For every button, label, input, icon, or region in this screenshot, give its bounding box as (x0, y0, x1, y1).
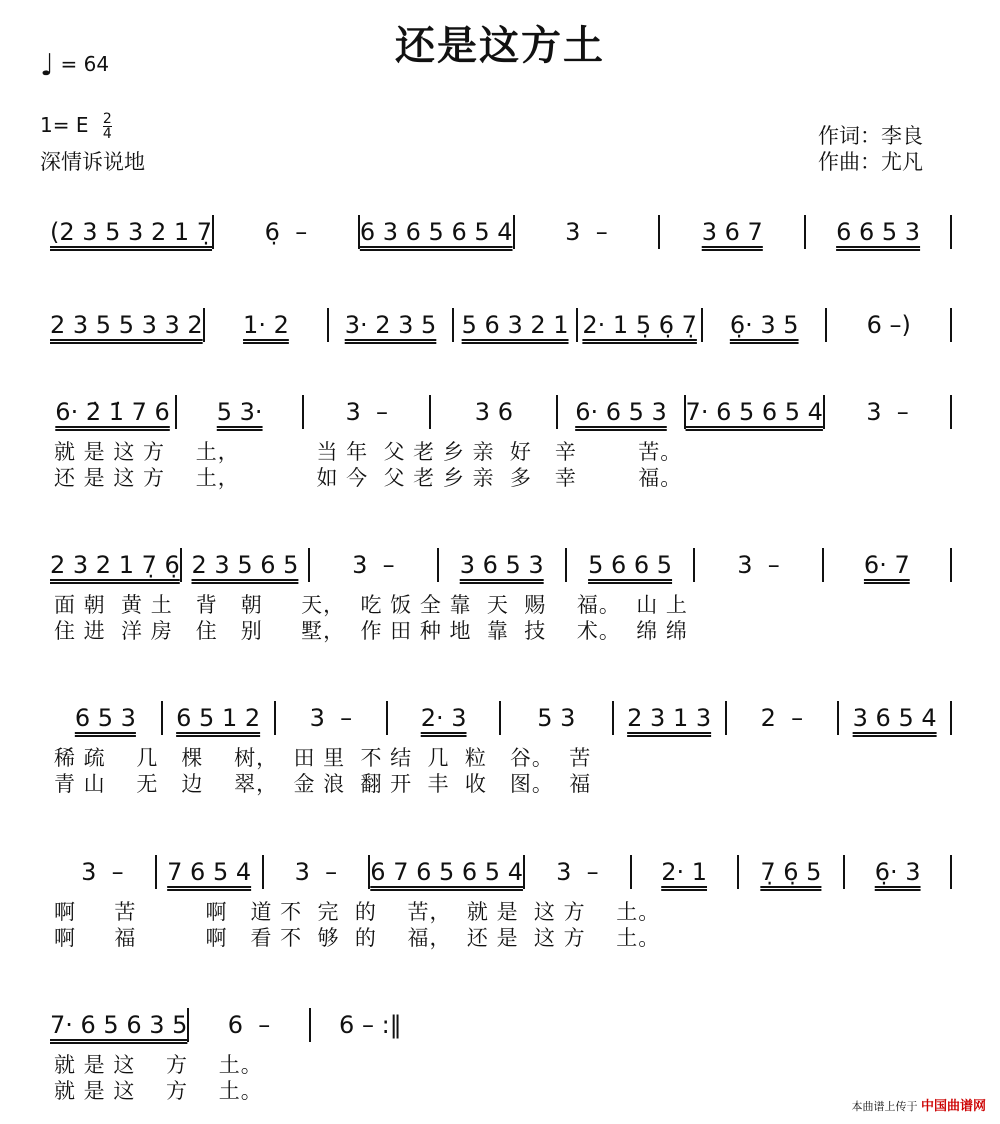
measure: 7· 6 5 6 5 4 (685, 398, 823, 426)
measure: 6· 2̇ 1̇ 7 6 (55, 398, 170, 426)
bar-line (950, 308, 952, 342)
measure: 6̣· 3 5 (729, 311, 799, 339)
lyricist: 作词：李良 (818, 124, 923, 148)
measure: 5 3· (216, 398, 263, 426)
measure: 6 5 3 (74, 704, 136, 732)
measure: 3 – (294, 858, 338, 886)
lyrics-line: 住 进 洋 房 住 别 墅， 作 田 种 地 靠 技 术。 绵 绵 (54, 619, 688, 643)
measure: 3 – (81, 858, 124, 886)
measure: 2· 1 5̣ 6̣ 7̣ (582, 311, 697, 339)
measure: 6̣ – (264, 218, 308, 246)
bar-line (950, 215, 952, 249)
lyrics-line: 就 是 这 方 土， 当 年 父 老 乡 亲 好 辛 苦。 (54, 440, 683, 464)
tempo-marking: ♩ = 64 (40, 48, 110, 83)
lyrics-line: 青 山 无 边 翠， 金 浪 翻 开 丰 收 图。 福 (54, 772, 592, 796)
bar-line (950, 701, 952, 735)
measure: 7 6 5 4 (167, 858, 252, 886)
measure: 6 5 1 2 (176, 704, 261, 732)
watermark: 本曲谱上传于 中国曲谱网 (851, 1099, 986, 1114)
measure: 2 3 5 5 3 3 2 (50, 311, 203, 339)
measure: (2 3 5 3 2 1 7̣ (50, 218, 213, 246)
bar-line (950, 855, 952, 889)
measure: 5 3 (537, 704, 576, 732)
measure: 6 – :‖ (339, 1011, 402, 1039)
measure: 6· 7 (863, 551, 910, 579)
measure: 5 6 3 2 1 (461, 311, 569, 339)
measure: 6̣· 3 (874, 858, 921, 886)
lyrics-line: 稀 疏 几 棵 树， 田 里 不 结 几 粒 谷。 苦 (54, 746, 592, 770)
lyrics-line: 面 朝 黄 土 背 朝 天， 吃 饭 全 靠 天 赐 福。 山 上 (54, 593, 688, 617)
notation-row (50, 852, 952, 892)
measure: 3 – (345, 398, 389, 426)
time-signature: $\frac{2}{4}$ (102, 111, 112, 142)
measure: 1· 2 (243, 311, 289, 339)
bar-line (950, 395, 952, 429)
lyrics-line: 还 是 这 方 土， 如 今 父 老 乡 亲 多 幸 福。 (54, 466, 683, 490)
measure: 2 3 1 3 (627, 704, 712, 732)
measure: 6 3 6 5 6 5 4 (359, 218, 513, 246)
lyrics-line: 啊 苦 啊 道 不 完 的 苦， 就 是 这 方 土。 (54, 900, 661, 924)
measure: 3 6 (474, 398, 513, 426)
measure: 2 3 5 6 5 (191, 551, 299, 579)
composer: 作曲：尤凡 (818, 150, 923, 174)
measure: 3 6 5 3 (459, 551, 544, 579)
measure: 3 – (565, 218, 608, 246)
quarter-note-icon: ♩ (40, 48, 55, 83)
lyrics-line: 就 是 这 方 土。 (54, 1079, 263, 1103)
measure: 3 – (737, 551, 780, 579)
measure: 3 6 5 4 (852, 704, 937, 732)
measure: 2 3 2 1 7̣ 6̣ (50, 551, 180, 579)
measure: 6· 6 5 3 (575, 398, 667, 426)
measure: 6 –) (866, 311, 911, 339)
measure: 2· 1 (661, 858, 708, 886)
notation-row (50, 212, 952, 252)
lyrics-line: 啊 福 啊 看 不 够 的 福， 还 是 这 方 土。 (54, 926, 661, 950)
expression-marking: 深情诉说地 (40, 150, 145, 174)
notation-row (50, 392, 952, 432)
notation-row (50, 1005, 430, 1045)
measure: 6 7 6 5 6 5 4 (370, 858, 523, 886)
measure: 2 – (760, 704, 804, 732)
key-signature: 1= E $\frac{2}{4}$ (40, 111, 112, 142)
measure: 6 – (227, 1011, 271, 1039)
notation-row (50, 305, 952, 345)
measure: 3 – (556, 858, 599, 886)
bar-line (950, 548, 952, 582)
measure: 3 – (866, 398, 909, 426)
measure: 2· 3 (420, 704, 467, 732)
measure: 7̣ 6̣ 5 (760, 858, 822, 886)
song-title: 还是这方土 (395, 23, 605, 69)
measure: 3· 2 3 5 (344, 311, 437, 339)
notation-row (50, 545, 952, 585)
measure: 5 6 6 5 (588, 551, 673, 579)
measure: 7· 6 5 6 3 5 (50, 1011, 188, 1039)
measure: 3 – (309, 704, 353, 732)
measure: 3 – (352, 551, 395, 579)
notation-row (50, 698, 952, 738)
lyrics-line: 就 是 这 方 土。 (54, 1053, 263, 1077)
measure: 6 6 5 3 (836, 218, 921, 246)
measure: 3 6 7 (701, 218, 763, 246)
